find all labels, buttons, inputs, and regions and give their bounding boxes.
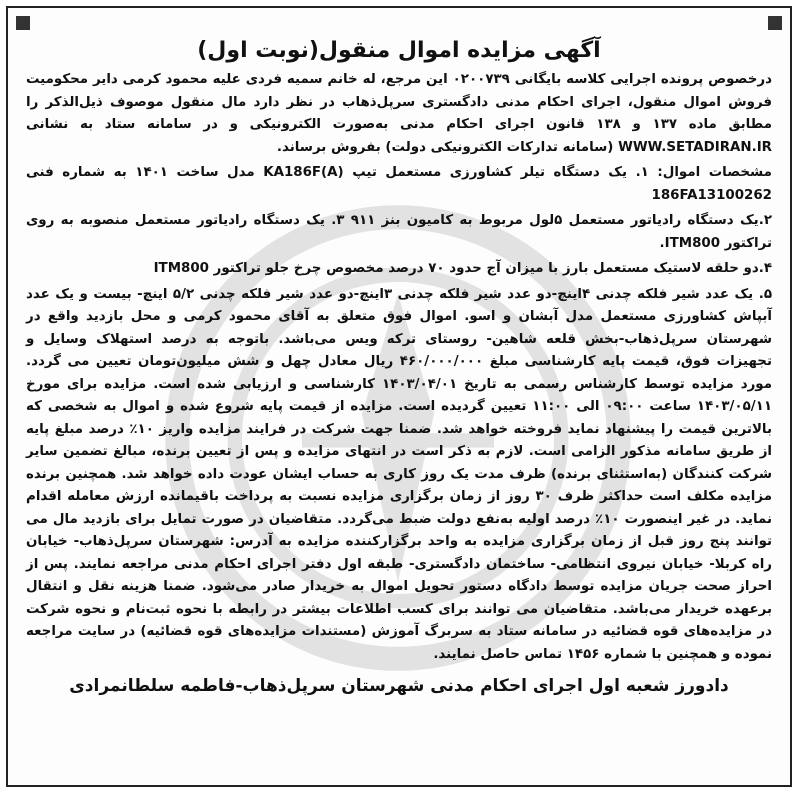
item-2-3-paragraph: ۲.یک دستگاه رادیاتور مستعمل ۵لول مربوط به کامیون بنز ۹۱۱ ۳. یک دستگاه رادیاتور مستعمل منصوبه به روی تراکتور ITM800.	[26, 213, 772, 251]
item-1-paragraph: مشخصات اموال: ۱. یک دستگاه تیلر کشاورزی مستعمل تیپ KA186F(A) مدل ساخت ۱۴۰۱ به شماره فنی 186FA13100262	[26, 165, 772, 203]
item-5-terms-paragraph: ۵. یک عدد شیر فلکه چدنی ۴اینچ-دو عدد شیر فلکه چدنی ۳اینچ-دو عدد شیر فلکه چدنی ۵/۲ اینچ- بیست و یک عدد آبپاش کشاورزی مستعمل مدل آبشان و اسو. اموال فوق متعلق به آقای محمود کرمی و محل بازدید واقع در شهرستان سرپل‌ذهاب-بخش قلعه شاهین- روستای ترکه ویس می‌باشد. باتوجه به درصد استهلاک وسایل و تجهیزات فوق، قیمت پایه کارشناسی مبلغ ۴۶۰/۰۰۰/۰۰۰ ریال معادل چهل و شش میلیون‌تومان تعیین می گردد. مورد مزایده توسط کارشناس رسمی به تاریخ ۱۴۰۳/۰۴/۰۱ کارشناسی و ارزیابی شده است. مزایده برای مورخ ۱۴۰۳/۰۵/۱۱ ساعت ۰۹:۰۰ الی ۱۱:۰۰ تعیین گردیده است. مزایده از قیمت پایه شروع شده و اموال به شخصی که بالاترین قیمت را پیشنهاد نماید فروخته خواهد شد. ضمنا جهت شرکت در فرایند مزایده واریز ۱۰٪ درصد مبلغ پایه از طریق سامانه مذکور الزامی است. لازم به ذکر است در انتهای مزایده و پس از تعیین برنده، مبالغ تضمین سایر شرکت کنندگان (به‌استثنای برنده) ظرف مدت یک روز کاری به حساب ایشان عودت داده خواهد شد. همچنین برنده مزایده مکلف است حداکثر ظرف ۳۰ روز از زمان برگزاری مزایده نسبت به پرداخت باقیمانده ارزش معامله اقدام نماید. در غیر اینصورت ۱۰٪ درصد اولیه به‌نفع دولت ضبط می‌گردد. متقاضیان در صورت تمایل برای بازدید مال می توانند پنج روز قبل از زمان برگزاری مزایده به واحد برگزارکننده مزایده به آدرس: شهرستان سرپل‌ذهاب- خیابان راه کربلا- خیابان نیروی انتظامی- ساختمان دادگستری- طبقه اول دفتر اجرای احکام مدنی مراجعه نمایند. پس از احراز صحت جریان مزایده توسط دادگاه دستور تحویل اموال به خریدار صادر می‌شود. ضمنا هزینه نقل و انتقال برعهده خریدار می‌باشد. متقاضیان می توانند برای کسب اطلاعات بیشتر در رابطه با نحوه ثبت‌نام و نحوه شرکت در مزایده‌های قوه قضائیه در سامانه ستاد به سربرگ آموزش (مستندات مزایده‌های قوه قضائیه) در سایت مراجعه نموده و همچنین با شماره ۱۴۵۶ تماس حاصل نمایند.	[26, 286, 772, 662]
item-4-paragraph: ۴.دو حلقه لاستیک مستعمل بارز با میزان آج حدود ۷۰ درصد مخصوص چرخ جلو تراکتور ITM800	[153, 261, 772, 276]
corner-mark-right	[768, 16, 782, 30]
corner-mark-left	[16, 16, 30, 30]
notice-content	[26, 38, 772, 771]
intro-paragraph: درخصوص پرونده اجرایی کلاسه بایگانی ۰۲۰۰۷۳۹ این مرجع، له خانم سمیه فردی علیه محمود کرمی دایر محکومیت فروش اموال منقول، اجرای احکام مدنی دادگستری سرپل‌ذهاب در نظر دارد مال منقول موصوف ذیل‌الذکر را مطابق ماده ۱۳۷ و ۱۳۸ قانون اجرای احکام مدنی به‌صورت الکترونیکی و در سامانه ستاد به نشانی WWW.SETADIRAN.IR (سامانه تدارکات الکترونیکی دولت) بفروش برساند.	[26, 72, 772, 155]
notice-title: آگهی مزایده اموال منقول(نوبت اول)	[197, 38, 601, 63]
notice-frame	[6, 6, 792, 787]
signature-line: دادورز شعبه اول اجرای احکام مدنی شهرستان سرپل‌ذهاب-فاطمه سلطانمرادی	[69, 676, 729, 696]
